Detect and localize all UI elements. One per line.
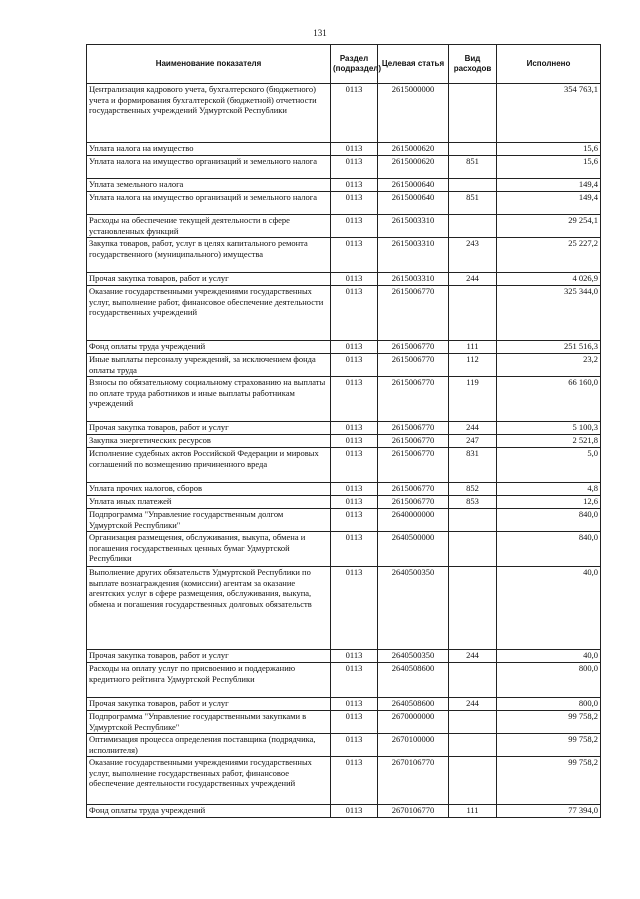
row-expense-type [449,532,497,567]
row-amount: 77 394,0 [497,805,601,818]
table-row [87,341,601,354]
row-amount: 251 516,3 [497,341,601,354]
row-name: Взносы по обязательному социальному страхованию на выплаты по оплате труда работников и иные выплаты работникам учреждений [87,377,331,422]
table-row [87,805,601,818]
row-expense-type: 851 [449,156,497,179]
table-row [87,192,601,215]
row-section: 0113 [331,273,378,286]
row-expense-type: 111 [449,341,497,354]
row-name: Расходы на обеспечение текущей деятельности в сфере установленных функций [87,215,331,238]
header-name: Наименование показателя [87,45,331,84]
row-section: 0113 [331,238,378,273]
row-target: 2615006770 [378,341,449,354]
table-row [87,734,601,757]
row-target: 2615006770 [378,496,449,509]
table-row [87,757,601,805]
row-section: 0113 [331,805,378,818]
row-name: Закупка энергетических ресурсов [87,435,331,448]
row-section: 0113 [331,757,378,805]
row-expense-type [449,711,497,734]
table-row [87,567,601,650]
row-amount: 40,0 [497,650,601,663]
row-amount: 23,2 [497,354,601,377]
row-expense-type [449,734,497,757]
row-amount: 99 758,2 [497,711,601,734]
row-name: Закупка товаров, работ, услуг в целях капитального ремонта государственного (муниципального) имущества [87,238,331,273]
row-expense-type: 853 [449,496,497,509]
row-amount: 800,0 [497,663,601,698]
row-amount: 325 344,0 [497,286,601,341]
row-target: 2615006770 [378,377,449,422]
row-target: 2615000620 [378,143,449,156]
row-target: 2670100000 [378,734,449,757]
table-row [87,84,601,143]
row-expense-type: 244 [449,273,497,286]
row-section: 0113 [331,354,378,377]
row-section: 0113 [331,377,378,422]
table-header-row [87,45,601,84]
row-name: Оказание государственными учреждениями государственных услуг, выполнение государственных работ, финансовое обеспечение деятельности государственных учреждений [87,757,331,805]
table-row [87,509,601,532]
row-amount: 4,8 [497,483,601,496]
row-amount: 15,6 [497,156,601,179]
row-target: 2640000000 [378,509,449,532]
row-amount: 15,6 [497,143,601,156]
row-name: Иные выплаты персоналу учреждений, за исключением фонда оплаты труда [87,354,331,377]
row-section: 0113 [331,341,378,354]
row-amount: 66 160,0 [497,377,601,422]
row-amount: 840,0 [497,532,601,567]
row-target: 2640500350 [378,567,449,650]
table-row [87,238,601,273]
row-amount: 800,0 [497,698,601,711]
row-target: 2615000000 [378,84,449,143]
row-name: Прочая закупка товаров, работ и услуг [87,698,331,711]
row-section: 0113 [331,650,378,663]
row-name: Прочая закупка товаров, работ и услуг [87,273,331,286]
row-expense-type: 243 [449,238,497,273]
row-amount: 4 026,9 [497,273,601,286]
row-target: 2640508600 [378,663,449,698]
row-expense-type [449,143,497,156]
row-expense-type [449,286,497,341]
row-expense-type: 112 [449,354,497,377]
table-body [87,84,601,818]
budget-execution-table [86,44,601,818]
row-section: 0113 [331,532,378,567]
table-row [87,273,601,286]
table-row [87,377,601,422]
row-target: 2615003310 [378,215,449,238]
table-row [87,698,601,711]
row-amount: 149,4 [497,192,601,215]
row-section: 0113 [331,448,378,483]
row-expense-type [449,757,497,805]
row-section: 0113 [331,567,378,650]
row-expense-type: 247 [449,435,497,448]
row-section: 0113 [331,156,378,179]
table-row [87,483,601,496]
row-amount: 99 758,2 [497,734,601,757]
row-name: Исполнение судебных актов Российской Федерации и мировых соглашений по возмещению причиненного вреда [87,448,331,483]
row-section: 0113 [331,143,378,156]
row-section: 0113 [331,192,378,215]
row-expense-type [449,84,497,143]
row-target: 2640500350 [378,650,449,663]
table-row [87,354,601,377]
row-name: Уплата налога на имущество [87,143,331,156]
row-amount: 29 254,1 [497,215,601,238]
row-target: 2615003310 [378,238,449,273]
row-section: 0113 [331,286,378,341]
row-section: 0113 [331,711,378,734]
row-section: 0113 [331,84,378,143]
row-target: 2670106770 [378,757,449,805]
page-number: 131 [313,28,327,38]
table-row [87,496,601,509]
row-section: 0113 [331,734,378,757]
row-section: 0113 [331,215,378,238]
row-expense-type: 852 [449,483,497,496]
row-target: 2670106770 [378,805,449,818]
row-expense-type: 831 [449,448,497,483]
row-target: 2615006770 [378,448,449,483]
row-expense-type [449,663,497,698]
table-row [87,650,601,663]
row-target: 2615006770 [378,435,449,448]
row-target: 2615000640 [378,192,449,215]
row-name: Расходы на оплату услуг по присвоению и поддержанию кредитного рейтинга Удмуртской Республики [87,663,331,698]
row-amount: 99 758,2 [497,757,601,805]
row-name: Прочая закупка товаров, работ и услуг [87,650,331,663]
row-name: Выполнение других обязательств Удмуртской Республики по выплате вознаграждения (комиссии) агентам за оказание агентских услуг в сфере размещения, обслуживания, выкупа, обмена и погашения государственных долговых обязательств [87,567,331,650]
row-section: 0113 [331,496,378,509]
header-amount: Исполнено [497,45,601,84]
row-target: 2615006770 [378,422,449,435]
row-name: Фонд оплаты труда учреждений [87,341,331,354]
row-amount: 5,0 [497,448,601,483]
table-row [87,435,601,448]
row-expense-type [449,567,497,650]
row-amount: 40,0 [497,567,601,650]
row-target: 2615000620 [378,156,449,179]
table-row [87,532,601,567]
row-name: Оптимизация процесса определения поставщика (подрядчика, исполнителя) [87,734,331,757]
row-amount: 354 763,1 [497,84,601,143]
row-name: Централизация кадрового учета, бухгалтерского (бюджетного) учета и формирования бухгалтерской (бюджетной) отчетности государственных учреждений Удмуртской Республики [87,84,331,143]
row-expense-type [449,215,497,238]
row-section: 0113 [331,509,378,532]
row-target: 2640500000 [378,532,449,567]
row-section: 0113 [331,698,378,711]
header-target: Целевая статья [378,45,449,84]
row-name: Уплата налога на имущество организаций и земельного налога [87,156,331,179]
header-expense-type: Вид расходов [449,45,497,84]
row-amount: 2 521,8 [497,435,601,448]
row-expense-type: 851 [449,192,497,215]
row-target: 2615003310 [378,273,449,286]
row-expense-type: 244 [449,422,497,435]
table-row [87,156,601,179]
row-name: Подпрограмма "Управление государственным долгом Удмуртской Республики" [87,509,331,532]
row-expense-type: 111 [449,805,497,818]
row-target: 2615006770 [378,286,449,341]
row-expense-type: 119 [449,377,497,422]
row-section: 0113 [331,422,378,435]
table-row [87,143,601,156]
row-expense-type: 244 [449,698,497,711]
row-name: Уплата прочих налогов, сборов [87,483,331,496]
table-row [87,286,601,341]
row-expense-type [449,179,497,192]
table-row [87,663,601,698]
row-name: Подпрограмма "Управление государственными закупками в Удмуртской Республике" [87,711,331,734]
row-section: 0113 [331,435,378,448]
table-row [87,422,601,435]
row-target: 2670000000 [378,711,449,734]
table-row [87,179,601,192]
row-amount: 5 100,3 [497,422,601,435]
table-row [87,711,601,734]
row-section: 0113 [331,483,378,496]
row-name: Фонд оплаты труда учреждений [87,805,331,818]
row-amount: 840,0 [497,509,601,532]
row-name: Организация размещения, обслуживания, выкупа, обмена и погашения государственных ценных бумаг Удмуртской Республики [87,532,331,567]
row-amount: 149,4 [497,179,601,192]
row-target: 2615000640 [378,179,449,192]
row-name: Уплата налога на имущество организаций и земельного налога [87,192,331,215]
row-amount: 25 227,2 [497,238,601,273]
row-target: 2640508600 [378,698,449,711]
row-target: 2615006770 [378,483,449,496]
header-section: Раздел (подраздел) [331,45,378,84]
row-expense-type [449,509,497,532]
row-target: 2615006770 [378,354,449,377]
row-name: Прочая закупка товаров, работ и услуг [87,422,331,435]
row-amount: 12,6 [497,496,601,509]
row-name: Уплата земельного налога [87,179,331,192]
row-section: 0113 [331,179,378,192]
row-expense-type: 244 [449,650,497,663]
row-name: Оказание государственными учреждениями государственных услуг, выполнение работ, финансовое обеспечение деятельности государственных учреждений [87,286,331,341]
row-section: 0113 [331,663,378,698]
table-row [87,215,601,238]
table-row [87,448,601,483]
row-name: Уплата иных платежей [87,496,331,509]
